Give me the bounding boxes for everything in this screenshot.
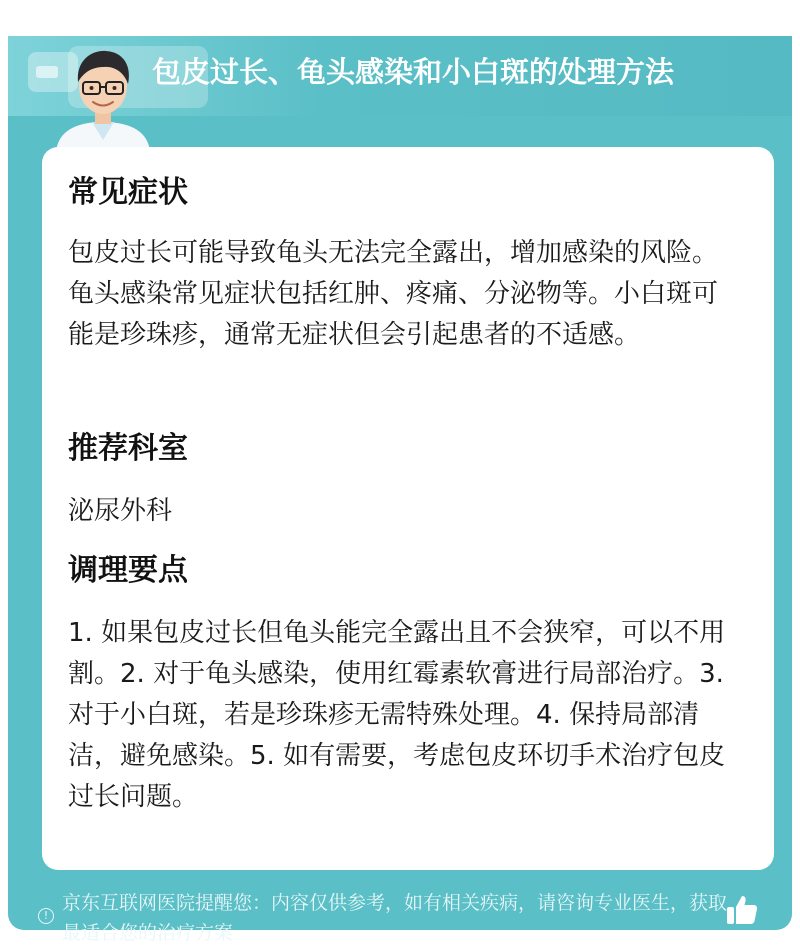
department-heading: 推荐科室 — [68, 431, 188, 466]
thumbs-up-icon[interactable] — [724, 892, 760, 928]
care-points-body: 1. 如果包皮过长但龟头能完全露出且不会狭窄，可以不用割。2. 对于龟头感染，使用红霉素软膏进行局部治疗。3. 对于小白斑，若是珍珠疹无需特殊处理。4. 保持局部清洁，避免感染。5. 如有需要，考虑包皮环切手术治疗包皮过长问题。 — [68, 618, 726, 812]
doctor-avatar-icon — [48, 42, 158, 152]
answer-card — [8, 36, 792, 944]
content-panel — [42, 147, 774, 870]
footer-disclaimer: 京东互联网医院提醒您：内容仅供参考，如有相关疾病，请咨询专业医生，获取最适合您的治疗方案 — [62, 892, 728, 944]
info-icon: ! — [38, 908, 54, 924]
footer — [8, 872, 792, 944]
symptoms-body: 包皮过长可能导致龟头无法完全露出，增加感染的风险。龟头感染常见症状包括红肿、疼痛、分泌物等。小白斑可能是珍珠疹，通常无症状但会引起患者的不适感。 — [68, 238, 719, 350]
care-points-heading: 调理要点 — [68, 553, 188, 588]
symptoms-heading: 常见症状 — [68, 175, 188, 210]
page-title: 包皮过长、龟头感染和小白斑的处理方法 — [152, 55, 675, 89]
department-body: 泌尿外科 — [68, 496, 173, 526]
